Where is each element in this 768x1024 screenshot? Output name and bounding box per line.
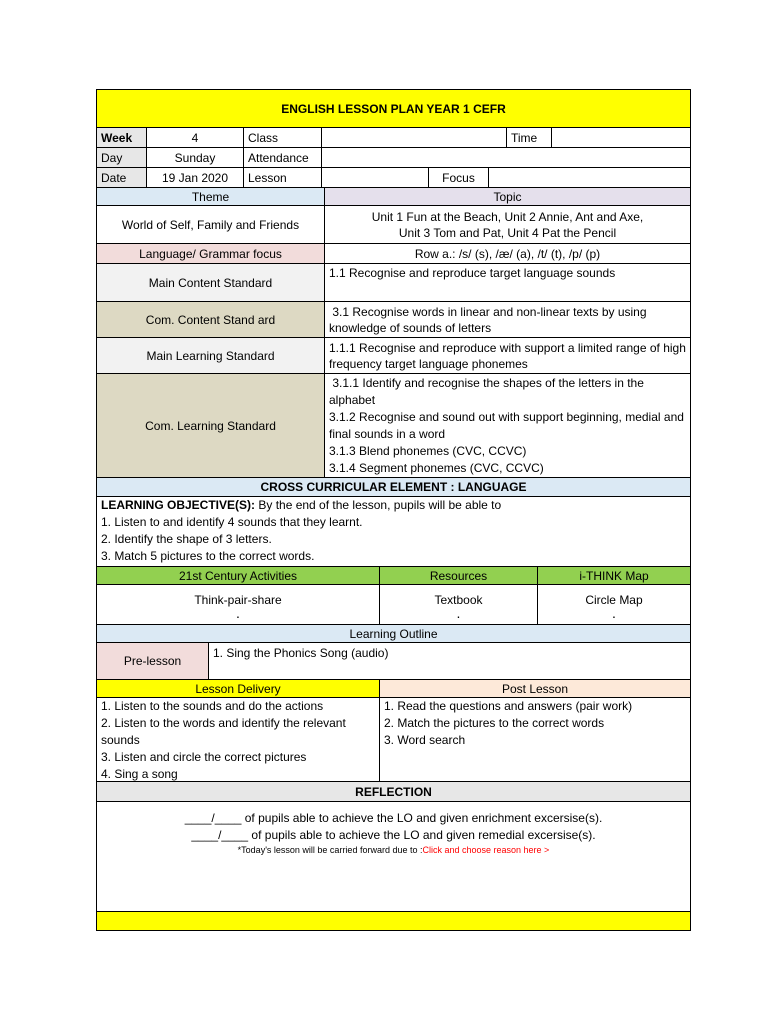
post-lesson-list (380, 698, 690, 781)
lesson-value[interactable] (322, 168, 429, 187)
grammar-row (97, 244, 690, 264)
grammar-value: Row a.: /s/ (s), /æ/ (a), /t/ (t), /p/ (p) (414, 246, 601, 261)
main-learning-label: Main Learning Standard (97, 338, 325, 373)
delivery-item: 4. Sing a song (101, 767, 178, 781)
activities-value: Think-pair-share (194, 592, 282, 607)
info-row-week (97, 128, 690, 148)
delivery-row (97, 698, 690, 782)
delivery-header-row (97, 680, 690, 698)
activities-label: 21st Century Activities (97, 567, 380, 584)
ithink-cell (538, 585, 690, 624)
delivery-item: 1. Listen to the sounds and do the actions (101, 699, 324, 713)
focus-label: Focus (429, 168, 489, 187)
com-content-label: Com. Content Stand ard (97, 302, 325, 337)
post-lesson-item: 3. Word search (384, 733, 466, 747)
day-value[interactable]: Sunday (147, 148, 244, 167)
grammar-label: Language/ Grammar focus (97, 244, 325, 263)
carried-forward-text: *Today's lesson will be carried forward due to : (237, 845, 423, 855)
objectives-block (97, 497, 690, 566)
lesson-plan-table (96, 89, 691, 931)
post-lesson-label: Post Lesson (380, 680, 690, 697)
reflection-header-row (97, 782, 690, 802)
objectives-header (101, 497, 501, 514)
main-content-value: 1.1 Recognise and reproduce target language sounds (329, 266, 616, 280)
info-row-date (97, 168, 690, 188)
objectives-heading: LEARNING OBJECTIVE(S): (101, 498, 256, 512)
main-learning-value: 1.1.1 Recognise and reproduce with support a limited range of high frequency target language phonemes (329, 340, 686, 371)
resources-cell (380, 585, 538, 624)
footer-bar-cell (97, 912, 690, 930)
class-value[interactable] (322, 128, 507, 147)
delivery-list (97, 698, 380, 781)
objectives-intro: By the end of the lesson, pupils will be able to (255, 498, 502, 512)
activities-dot: . (236, 604, 240, 621)
com-learning-row (97, 374, 690, 478)
outline-label: Learning Outline (349, 626, 438, 641)
resources-label: Resources (380, 567, 538, 584)
delivery-label: Lesson Delivery (97, 680, 380, 697)
time-label: Time (507, 128, 552, 147)
com-learning-item: 3.1.2 Recognise and sound out with support beginning, medial and final sounds in a word (329, 409, 684, 441)
ithink-value: Circle Map (585, 592, 643, 607)
theme-value: World of Self, Family and Friends (97, 206, 325, 243)
com-learning-item: 3.1.3 Blend phonemes (CVC, CCVC) (329, 443, 527, 458)
theme-topic-header-row (97, 188, 690, 206)
topic-line-2: Unit 3 Tom and Pat, Unit 4 Pat the Pencil (398, 225, 617, 240)
com-learning-list (325, 374, 690, 477)
cross-curricular-row (97, 478, 690, 497)
reflection-enrichment[interactable]: ____/____ of pupils able to achieve the LO and given enrichment excersise(s). (184, 811, 603, 825)
com-content-row (97, 302, 690, 338)
main-content-label: Main Content Standard (97, 264, 325, 301)
theme-label: Theme (97, 188, 325, 205)
objectives-row (97, 497, 690, 567)
attendance-value[interactable] (322, 148, 690, 167)
delivery-item: 2. Listen to the words and identify the relevant sounds (101, 716, 346, 747)
post-lesson-item: 2. Match the pictures to the correct words (384, 716, 605, 730)
objective-item: 1. Listen to and identify 4 sounds that they learnt. (101, 515, 363, 529)
resources-dot: . (456, 604, 461, 621)
title-row (97, 90, 690, 128)
objective-item: 2. Identify the shape of 3 letters. (101, 532, 272, 546)
reflection-remedial[interactable]: ____/____ of pupils able to achieve the LO and given remedial excersise(s). (191, 828, 596, 842)
date-label: Date (97, 168, 147, 187)
week-label: Week (97, 128, 147, 147)
ithink-dot: . (612, 604, 616, 621)
com-learning-item: 3.1.4 Segment phonemes (CVC, CCVC) (329, 460, 544, 475)
activities-header-row (97, 567, 690, 585)
ithink-label: i-THINK Map (579, 568, 649, 583)
reflection-row (97, 802, 690, 912)
post-lesson-item: 1. Read the questions and answers (pair work) (384, 699, 633, 713)
attendance-label: Attendance (244, 148, 322, 167)
date-value[interactable]: 19 Jan 2020 (147, 168, 244, 187)
pre-lesson-row (97, 643, 690, 680)
focus-value[interactable] (489, 168, 690, 187)
com-content-value: 3.1 Recognise words in linear and non-linear texts by using knowledge of sounds of letters (329, 304, 650, 335)
main-learning-row (97, 338, 690, 374)
com-learning-label: Com. Learning Standard (97, 374, 325, 477)
topic-line-1: Unit 1 Fun at the Beach, Unit 2 Annie, Ant and Axe, (371, 209, 644, 224)
main-content-row (97, 264, 690, 302)
pre-lesson-label: Pre-lesson (97, 643, 209, 679)
footer-bar (97, 912, 690, 930)
theme-topic-row (97, 206, 690, 244)
reflection-label: REFLECTION (355, 784, 432, 799)
com-learning-item: 3.1.1 Identify and recognise the shapes of the letters in the alphabet (329, 375, 648, 407)
cross-curricular-element: CROSS CURRICULAR ELEMENT : LANGUAGE (260, 480, 527, 494)
week-value[interactable]: 4 (147, 128, 244, 147)
page-title: ENGLISH LESSON PLAN YEAR 1 CEFR (281, 101, 506, 116)
resources-value: Textbook (434, 592, 483, 607)
pre-lesson-value: 1. Sing the Phonics Song (audio) (213, 646, 389, 660)
class-label: Class (244, 128, 322, 147)
activities-row (97, 585, 690, 625)
objective-item: 3. Match 5 pictures to the correct words. (101, 549, 315, 563)
carried-forward-note (238, 844, 550, 857)
topic-label: Topic (325, 188, 690, 205)
outline-row (97, 625, 690, 643)
time-value[interactable] (552, 128, 690, 147)
topic-value (325, 206, 690, 243)
reflection-block (97, 802, 690, 911)
info-row-day (97, 148, 690, 168)
delivery-item: 3. Listen and circle the correct pictures (101, 750, 307, 764)
activities-cell (97, 585, 380, 624)
carried-forward-reason-dropdown[interactable]: Click and choose reason here > (422, 845, 550, 855)
lesson-label: Lesson (244, 168, 322, 187)
day-label: Day (97, 148, 147, 167)
